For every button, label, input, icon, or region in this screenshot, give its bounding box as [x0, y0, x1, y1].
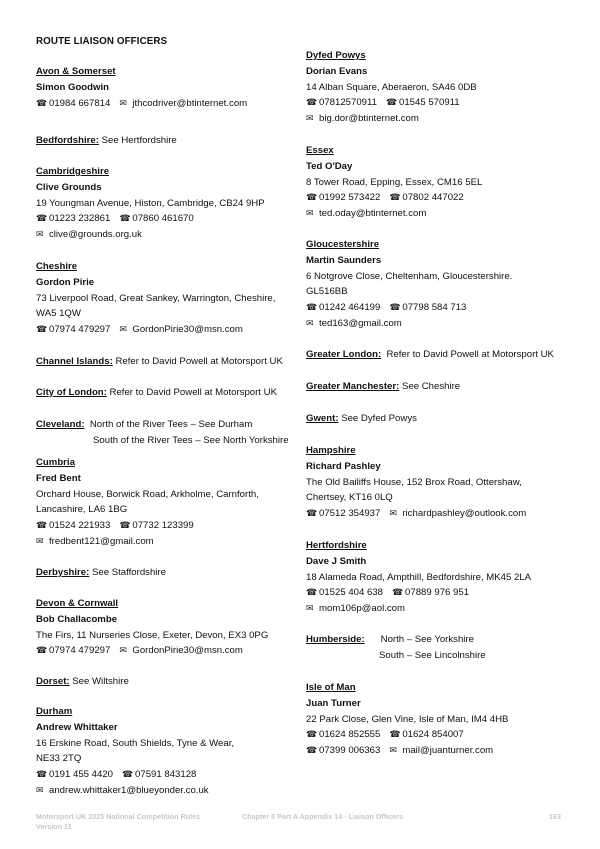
- phone-number[interactable]: 01525 404 638: [319, 587, 384, 599]
- phone-number[interactable]: 01524 221933: [49, 520, 111, 532]
- entry-city-of-london: [36, 385, 291, 401]
- address: NE33 2TQ: [36, 753, 82, 765]
- region-heading: Cleveland:: [36, 419, 85, 430]
- contact-line: [36, 96, 291, 112]
- contact-line: [36, 767, 291, 783]
- entry-cleveland: [36, 417, 291, 449]
- email-icon: ✉: [306, 603, 314, 614]
- footer-doc-info: [36, 812, 200, 832]
- phone-number[interactable]: 07860 461670: [132, 213, 194, 225]
- region-heading: Hertfordshire: [306, 540, 367, 551]
- phone-icon: ☎: [36, 645, 48, 656]
- address: Lancashire, LA6 1BG: [36, 504, 128, 516]
- officer-name: Richard Pashley: [306, 460, 381, 472]
- entry-greater-london: [306, 347, 568, 363]
- email-icon: ✉: [306, 113, 314, 124]
- address: Orchard House, Borwick Road, Arkholme, Carnforth,: [36, 488, 259, 500]
- phone-icon: ☎: [36, 520, 48, 531]
- email-icon: ✉: [119, 97, 127, 108]
- contact-line: [306, 585, 568, 601]
- region-heading: Essex: [306, 145, 334, 156]
- region-heading: Dyfed Powys: [306, 50, 366, 61]
- region-heading: Cheshire: [36, 261, 78, 272]
- region-heading: Channel Islands:: [36, 356, 113, 367]
- phone-icon: ☎: [36, 213, 48, 224]
- footer-version: Version 11: [36, 822, 72, 831]
- phone-icon: ☎: [306, 729, 318, 740]
- region-heading: Bedfordshire:: [36, 135, 99, 146]
- referral-text: See Staffordshire: [92, 567, 166, 578]
- phone-icon: ☎: [389, 729, 401, 740]
- phone-icon: ☎: [306, 302, 318, 313]
- region-heading: Gloucestershire: [306, 239, 380, 250]
- address: 16 Erskine Road, South Shields, Tyne & Wear,: [36, 737, 235, 749]
- email-address[interactable]: ted163@gmail.com: [319, 317, 402, 329]
- phone-number[interactable]: 01624 852555: [319, 729, 381, 741]
- contact-line: [36, 322, 291, 338]
- address: GL516BB: [306, 286, 348, 298]
- address: The Firs, 11 Nurseries Close, Exeter, Devon, EX3 0PG: [36, 629, 269, 641]
- phone-number[interactable]: 07974 479297: [49, 645, 111, 657]
- phone-number[interactable]: 01223 232861: [49, 213, 111, 225]
- phone-number[interactable]: 07591 843128: [135, 769, 197, 781]
- region-heading: Cumbria: [36, 457, 75, 468]
- contact-line: [306, 111, 568, 127]
- entry-isle-of-man: [306, 680, 568, 759]
- email-address[interactable]: fredbent121@gmail.com: [49, 535, 154, 547]
- region-heading: Hampshire: [306, 445, 356, 456]
- footer-doc-title: Motorsport UK 2025 National Competition Rules: [36, 812, 201, 821]
- entry-cumbria: [36, 455, 291, 550]
- contact-line: [306, 743, 568, 759]
- phone-icon: ☎: [36, 324, 48, 335]
- email-icon: ✉: [389, 508, 397, 519]
- email-address[interactable]: jthcodriver@btinternet.com: [132, 97, 248, 109]
- officer-name: Dorian Evans: [306, 65, 368, 77]
- email-icon: ✉: [119, 324, 127, 335]
- region-heading: Cambridgeshire: [36, 166, 110, 177]
- address: 8 Tower Road, Epping, Essex, CM16 5EL: [306, 176, 483, 188]
- footer-chapter: Chapter 5 Part A Appendix 14 - Liaison Officers: [242, 812, 403, 821]
- entry-devon-cornwall: [36, 596, 291, 659]
- address: 18 Alameda Road, Ampthill, Bedfordshire, MK45 2LA: [306, 571, 532, 583]
- entry-humberside: [306, 632, 568, 664]
- referral-text: Refer to David Powell at Motorsport UK: [386, 349, 554, 360]
- address: 73 Liverpool Road, Great Sankey, Warrington, Cheshire,: [36, 292, 276, 304]
- referral-text: See Hertfordshire: [101, 135, 177, 146]
- phone-number[interactable]: 01992 573422: [319, 192, 381, 204]
- officer-name: Simon Goodwin: [36, 81, 110, 93]
- phone-number[interactable]: 07399 006363: [319, 745, 381, 757]
- region-heading: Greater Manchester:: [306, 381, 400, 392]
- email-address[interactable]: mom106p@aol.com: [319, 603, 405, 615]
- entry-dyfed-powys: [306, 48, 568, 127]
- officer-name: Clive Grounds: [36, 181, 102, 193]
- phone-number[interactable]: 07812570911: [319, 97, 377, 109]
- phone-number[interactable]: 01624 854007: [402, 729, 464, 741]
- region-heading: Humberside:: [306, 634, 365, 645]
- referral-text: North of the River Tees – See Durham: [89, 419, 253, 430]
- referral-text: Refer to David Powell at Motorsport UK: [115, 356, 283, 367]
- phone-number[interactable]: 07974 479297: [49, 324, 111, 336]
- phone-icon: ☎: [119, 520, 131, 531]
- officer-name: Juan Turner: [306, 697, 361, 709]
- referral-text: See Wiltshire: [72, 676, 129, 687]
- officer-name: Ted O'Day: [306, 160, 353, 172]
- address: 22 Park Close, Glen Vine, Isle of Man, IM4 4HB: [306, 713, 509, 725]
- email-icon: ✉: [119, 645, 127, 656]
- contact-line: [36, 783, 291, 799]
- referral-text: North – See Yorkshire: [380, 634, 474, 645]
- phone-number[interactable]: 07889 976 951: [405, 587, 470, 599]
- phone-icon: ☎: [385, 97, 398, 108]
- entry-cambridgeshire: [36, 164, 291, 243]
- address: The Old Bailiffs House, 152 Brox Road, Ottershaw,: [306, 476, 522, 488]
- phone-number[interactable]: 01242 464199: [319, 302, 381, 314]
- entry-bedfordshire: [36, 133, 291, 149]
- footer-page-number: 163: [549, 812, 561, 821]
- contact-line: [36, 643, 291, 659]
- referral-text: See Cheshire: [401, 381, 461, 392]
- referral-text: South of the River Tees – See North Yorkshire: [93, 434, 289, 446]
- officer-name: Dave J Smith: [306, 555, 367, 567]
- contact-line: [306, 190, 568, 206]
- contact-line: [306, 506, 568, 522]
- phone-icon: ☎: [122, 769, 134, 780]
- email-address[interactable]: ted.oday@btinternet.com: [319, 208, 427, 220]
- contact-line: [36, 518, 291, 534]
- region-heading: Devon & Cornwall: [36, 598, 119, 609]
- email-icon: ✉: [306, 208, 314, 219]
- officer-name: Fred Bent: [36, 472, 81, 484]
- contact-line: [306, 727, 568, 743]
- officer-name: Bob Challacombe: [36, 613, 118, 625]
- phone-icon: ☎: [36, 769, 48, 780]
- email-address[interactable]: richardpashley@outlook.com: [402, 508, 527, 520]
- region-heading: Avon & Somerset: [36, 66, 116, 77]
- phone-number[interactable]: 01984 667814: [49, 97, 111, 109]
- address: 14 Alban Square, Aberaeron, SA46 0DB: [306, 81, 477, 93]
- entry-hertfordshire: [306, 538, 568, 617]
- page-title: ROUTE LIAISON OFFICERS: [36, 36, 168, 47]
- referral-text: See Dyfed Powys: [341, 413, 417, 424]
- phone-number[interactable]: 01545 570911: [398, 97, 460, 109]
- entry-durham: [36, 704, 291, 799]
- phone-icon: ☎: [306, 508, 318, 519]
- email-icon: ✉: [36, 535, 44, 546]
- address: WA5 1QW: [36, 308, 81, 320]
- region-heading: Gwent:: [306, 413, 339, 424]
- region-heading: Derbyshire:: [36, 567, 90, 578]
- email-address[interactable]: clive@grounds.org.uk: [49, 229, 142, 241]
- phone-icon: ☎: [389, 302, 401, 313]
- contact-line: [36, 227, 291, 243]
- phone-number[interactable]: 07512 354937: [319, 508, 381, 520]
- address: 6 Notgrove Close, Cheltenham, Gloucestershire.: [306, 270, 513, 282]
- phone-icon: ☎: [392, 587, 404, 598]
- contact-line: [306, 95, 568, 111]
- phone-icon: ☎: [306, 587, 318, 598]
- entry-gwent: [306, 411, 568, 427]
- officer-name: Martin Saunders: [306, 254, 382, 266]
- referral-text: Refer to David Powell at Motorsport UK: [109, 387, 277, 398]
- phone-number[interactable]: 07732 123399: [132, 520, 194, 532]
- contact-line: [306, 300, 568, 316]
- email-address[interactable]: andrew.whittaker1@blueyonder.co.uk: [49, 784, 209, 796]
- entry-essex: [306, 143, 568, 222]
- entry-derbyshire: [36, 565, 291, 581]
- address: Chertsey, KT16 0LQ: [306, 492, 393, 504]
- entry-dorset: [36, 674, 291, 690]
- email-icon: ✉: [36, 229, 44, 240]
- phone-icon: ☎: [306, 97, 318, 108]
- email-icon: ✉: [306, 317, 314, 328]
- referral-text: South – See Lincolnshire: [379, 649, 486, 661]
- entry-hampshire: [306, 443, 568, 522]
- contact-line: [36, 211, 291, 227]
- officer-name: Gordon Pirie: [36, 276, 95, 288]
- phone-icon: ☎: [306, 192, 318, 203]
- phone-number[interactable]: 07798 584 713: [402, 302, 467, 314]
- phone-icon: ☎: [306, 745, 318, 756]
- phone-icon: ☎: [36, 97, 48, 108]
- contact-line: [306, 206, 568, 222]
- entry-cheshire: [36, 259, 291, 338]
- region-heading: Durham: [36, 706, 73, 717]
- entry-channel-islands: [36, 354, 291, 370]
- region-heading: Greater London:: [306, 349, 382, 360]
- entry-gloucestershire: [306, 237, 568, 332]
- entry-avon-somerset: [36, 64, 291, 111]
- phone-icon: ☎: [389, 192, 401, 203]
- region-heading: City of London:: [36, 387, 107, 398]
- contact-line: [306, 601, 568, 617]
- region-heading: Dorset:: [36, 676, 70, 687]
- entry-greater-manchester: [306, 379, 568, 395]
- contact-line: [36, 534, 291, 550]
- officer-name: Andrew Whittaker: [36, 721, 118, 733]
- email-icon: ✉: [389, 745, 397, 756]
- email-icon: ✉: [36, 784, 44, 795]
- address: 19 Youngman Avenue, Histon, Cambridge, CB24 9HP: [36, 197, 265, 209]
- region-heading: Isle of Man: [306, 682, 356, 693]
- contact-line: [306, 316, 568, 332]
- phone-number[interactable]: 07802 447022: [402, 192, 464, 204]
- phone-icon: ☎: [119, 213, 131, 224]
- email-address[interactable]: mail@juanturner.com: [402, 745, 494, 757]
- email-address[interactable]: GordonPirie30@msn.com: [132, 645, 243, 657]
- email-address[interactable]: GordonPirie30@msn.com: [132, 324, 243, 336]
- phone-number[interactable]: 0191 455 4420: [49, 769, 114, 781]
- email-address[interactable]: big.dor@btinternet.com: [319, 113, 419, 125]
